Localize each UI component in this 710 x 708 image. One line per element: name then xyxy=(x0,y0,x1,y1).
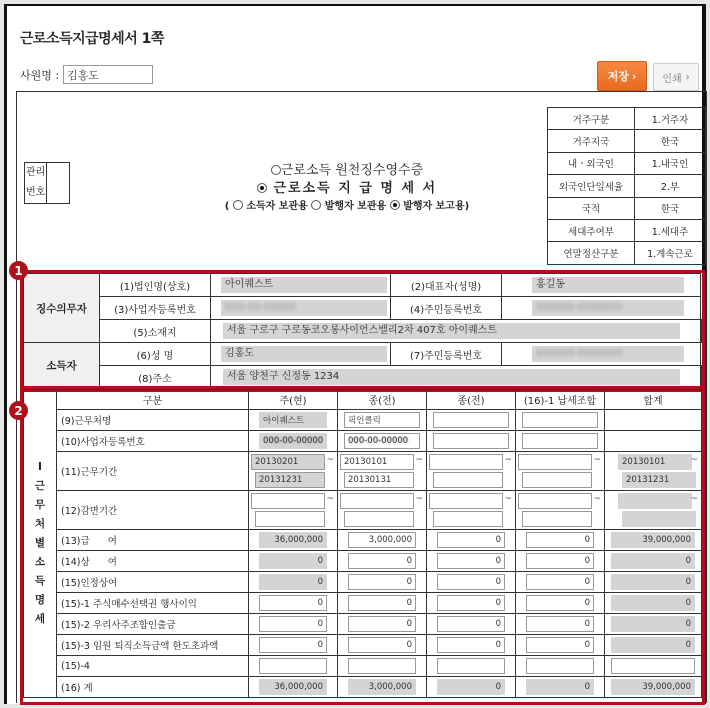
row-label: (15)-4 xyxy=(57,656,249,677)
management-number-box xyxy=(24,162,70,204)
vertical-char: I xyxy=(38,461,42,473)
subtotal-total xyxy=(611,679,695,695)
table-row xyxy=(24,452,702,491)
vertical-section-label xyxy=(24,390,57,698)
exec-retirement-excess-current[interactable] xyxy=(259,637,327,653)
item-15-4-tax-union[interactable] xyxy=(526,658,594,674)
employee-label: 사원명 : xyxy=(20,68,60,82)
corp-name-label: (1)법인명(상호) xyxy=(100,274,211,297)
radio-issuer-report-copy[interactable] xyxy=(390,200,400,210)
period-current-from xyxy=(251,454,325,470)
period-prev2-from[interactable] xyxy=(429,454,503,470)
stock-option-prev-1[interactable] xyxy=(348,595,416,611)
tilde: ~ xyxy=(504,455,512,465)
tilde: ~ xyxy=(593,455,601,465)
salary-prev-1[interactable] xyxy=(348,532,416,548)
stock-option-total xyxy=(611,595,695,611)
corp-name-field: 아이퀘스트 xyxy=(221,277,387,293)
table-row xyxy=(24,530,702,551)
stock-option-current[interactable] xyxy=(259,595,327,611)
bonus-current xyxy=(259,553,327,569)
esop-withdrawal-prev-1[interactable] xyxy=(348,616,416,632)
business-number-label: (3)사업자등록번호 xyxy=(100,297,211,320)
radio-earner-copy[interactable] xyxy=(233,200,243,210)
vertical-char: 세 xyxy=(34,613,46,625)
receipt-option[interactable] xyxy=(187,159,507,178)
tilde: ~ xyxy=(690,455,698,465)
table-row xyxy=(24,656,702,677)
row-label: (15)-3 임원 퇴직소득금액 한도초과액 xyxy=(57,635,249,656)
statement-title: 근로소득 지 급 명 세 서 xyxy=(273,181,438,196)
info-key: 국적 xyxy=(548,197,635,219)
row-label: (11)근무기간 xyxy=(57,452,249,491)
workplace-current xyxy=(259,412,327,428)
row-label: (15)-1 주식매수선택권 행사이익 xyxy=(57,593,249,614)
earner-name-label: (6)성 명 xyxy=(100,343,211,366)
bizno-prev-2[interactable] xyxy=(433,433,509,449)
mgmt-label-line2: 번호 xyxy=(26,187,46,198)
tilde: ~ xyxy=(504,494,512,504)
bonus-prev-2[interactable] xyxy=(437,553,505,569)
radio-statement[interactable] xyxy=(257,183,267,193)
row-label: (15)인정상여 xyxy=(57,572,249,593)
deemed-bonus-current xyxy=(259,574,327,590)
info-value: 1.계속근로 xyxy=(635,242,706,264)
exec-retirement-excess-prev-2[interactable] xyxy=(437,637,505,653)
workplace-prev-2[interactable] xyxy=(433,412,509,428)
management-number-value[interactable] xyxy=(47,163,69,203)
section-2-badge: 2 xyxy=(9,401,28,420)
exec-retirement-excess-tax-union[interactable] xyxy=(526,637,594,653)
salary-total xyxy=(611,532,695,548)
exec-retirement-excess-total xyxy=(611,637,695,653)
col-header-previous-1: 종(전) xyxy=(338,390,427,410)
print-button[interactable] xyxy=(653,63,699,91)
save-label: 저장 xyxy=(607,70,629,83)
info-row xyxy=(548,175,706,197)
print-label: 인쇄 xyxy=(662,73,682,85)
bonus-tax-union[interactable] xyxy=(526,553,594,569)
row-label: (9)근무처명 xyxy=(57,410,249,431)
period-prev1-to[interactable] xyxy=(344,472,414,488)
period-prev1-from[interactable] xyxy=(340,454,414,470)
bizno-current xyxy=(259,433,327,449)
exec-retirement-excess-prev-1[interactable] xyxy=(348,637,416,653)
workplace-tax-union[interactable] xyxy=(522,412,598,428)
info-key: 연말정산구분 xyxy=(548,242,635,264)
tilde: ~ xyxy=(415,455,423,465)
exempt-current-to[interactable] xyxy=(255,511,325,527)
deemed-bonus-total xyxy=(611,574,695,590)
vertical-char: 득 xyxy=(34,575,46,587)
info-value: 1.거주자 xyxy=(635,108,706,130)
salary-current xyxy=(259,532,327,548)
period-union-from[interactable] xyxy=(518,454,592,470)
copy-options xyxy=(187,197,507,212)
earner-name-field: 김홍도 xyxy=(221,346,387,362)
employee-name-input[interactable] xyxy=(63,65,153,84)
bizno-tax-union[interactable] xyxy=(522,433,598,449)
row-label: (13)급 여 xyxy=(57,530,249,551)
deemed-bonus-prev-1[interactable] xyxy=(348,574,416,590)
info-key: 내ㆍ외국인 xyxy=(548,152,635,174)
table-row xyxy=(24,614,702,635)
esop-withdrawal-current[interactable] xyxy=(259,616,327,632)
exempt-union-to[interactable] xyxy=(522,511,592,527)
deemed-bonus-prev-2[interactable] xyxy=(437,574,505,590)
deemed-bonus-tax-union[interactable] xyxy=(526,574,594,590)
chevron-right-icon: › xyxy=(685,71,690,83)
radio-receipt[interactable] xyxy=(271,165,281,175)
business-number-field: 000-00-00000 xyxy=(221,300,387,316)
bizno-prev-1[interactable] xyxy=(344,433,420,449)
copy-issuer-keep-label: 발행자 보관용 xyxy=(324,201,387,212)
col-header-previous-2: 종(전) xyxy=(427,390,516,410)
item-15-4-prev-2[interactable] xyxy=(437,658,505,674)
vertical-char: 소 xyxy=(34,556,46,568)
col-header-total: 합계 xyxy=(605,390,702,410)
table-row xyxy=(24,593,702,614)
subtotal-tax-union xyxy=(526,679,594,695)
receipt-title: 근로소득 원천징수영수증 xyxy=(280,163,424,178)
statement-form xyxy=(16,91,707,703)
info-value: 한국 xyxy=(635,130,706,152)
tilde: ~ xyxy=(326,494,334,504)
management-number-label xyxy=(25,163,47,203)
period-current-to xyxy=(255,472,325,488)
representative-label: (2)대표자(성명) xyxy=(391,274,502,297)
residency-info-table xyxy=(547,107,706,265)
location-field: 서울 구로구 구로동코오롱사이언스밸리2차 407호 아이퀘스트 xyxy=(223,323,680,339)
section-1-badge: 1 xyxy=(9,261,28,280)
table-row xyxy=(24,551,702,572)
info-value: 1.세대주 xyxy=(635,219,706,241)
info-row xyxy=(548,152,706,174)
copy-issuer-report-label: 발행자 보고용) xyxy=(403,201,470,212)
exempt-current-from[interactable] xyxy=(251,493,325,509)
col-header-category: 구분 xyxy=(57,390,249,410)
exempt-prev1-from[interactable] xyxy=(340,493,414,509)
info-key: 세대주여부 xyxy=(548,219,635,241)
workplace-prev-1[interactable] xyxy=(344,412,420,428)
info-key: 거주구분 xyxy=(548,108,635,130)
stock-option-tax-union[interactable] xyxy=(526,595,594,611)
document-titles xyxy=(187,159,507,212)
page-title: 근로소득지급명세서 1쪽 xyxy=(20,31,164,47)
address-field: 서울 양천구 신정동 1234 xyxy=(223,369,680,385)
tilde: ~ xyxy=(690,494,698,504)
table-row xyxy=(24,491,702,530)
address-label: (8)주소 xyxy=(100,366,211,389)
info-key: 거주지국 xyxy=(548,130,635,152)
table-row xyxy=(24,677,702,698)
info-row xyxy=(548,197,706,219)
earner-rrn-field: 000000-0000000 xyxy=(532,346,684,362)
tilde: ~ xyxy=(415,494,423,504)
row-label: (10)사업자등록번호 xyxy=(57,431,249,452)
table-row xyxy=(24,431,702,452)
stock-option-prev-2[interactable] xyxy=(437,595,505,611)
row-label: (14)상 여 xyxy=(57,551,249,572)
esop-withdrawal-tax-union[interactable] xyxy=(526,616,594,632)
period-total-from xyxy=(618,454,692,470)
exempt-total-to xyxy=(622,511,696,527)
copy-paren: ( xyxy=(224,201,230,212)
radio-issuer-keep-copy[interactable] xyxy=(311,200,321,210)
table-row xyxy=(24,635,702,656)
info-key: 외국인단일세율 xyxy=(548,175,635,197)
exempt-prev2-from[interactable] xyxy=(429,493,503,509)
period-total-to xyxy=(622,472,696,488)
exempt-total-from xyxy=(618,493,692,509)
row-label: (12)감면기간 xyxy=(57,491,249,530)
bonus-prev-1[interactable] xyxy=(348,553,416,569)
info-value: 2.부 xyxy=(635,175,706,197)
employee-row xyxy=(20,65,153,84)
subtotal-current xyxy=(259,679,327,695)
representative-field: 홍길동 xyxy=(532,277,684,293)
table-row xyxy=(24,572,702,593)
vertical-char: 처 xyxy=(34,518,46,530)
vertical-char: 근 xyxy=(34,480,46,492)
corp-rrn-field: 000000-0000000 xyxy=(532,300,684,316)
salary-tax-union[interactable] xyxy=(526,532,594,548)
earner-rrn-label: (7)주민등록번호 xyxy=(391,343,502,366)
info-value: 1.내국인 xyxy=(635,152,706,174)
item-15-4-prev-1[interactable] xyxy=(348,658,416,674)
subtotal-prev-1 xyxy=(348,679,416,695)
tilde: ~ xyxy=(326,455,334,465)
info-row xyxy=(548,242,706,264)
info-row xyxy=(548,108,706,130)
withholder-group-label: 징수의무자 xyxy=(24,274,100,343)
item-15-4-total[interactable] xyxy=(611,658,695,674)
period-union-to[interactable] xyxy=(522,472,592,488)
col-header-tax-union: (16)-1 납세조합 xyxy=(516,390,605,410)
col-header-current: 주(현) xyxy=(249,390,338,410)
section-workplace-income xyxy=(20,386,705,705)
chevron-right-icon: › xyxy=(631,69,637,83)
info-value: 한국 xyxy=(635,197,706,219)
exempt-prev2-to[interactable] xyxy=(433,511,503,527)
copy-earner-label: 소득자 보관용 xyxy=(246,201,308,212)
corp-rrn-label: (4)주민등록번호 xyxy=(391,297,502,320)
exempt-union-from[interactable] xyxy=(518,493,592,509)
earner-group-label: 소득자 xyxy=(24,343,100,389)
tilde: ~ xyxy=(593,494,601,504)
exempt-prev1-to[interactable] xyxy=(344,511,414,527)
vertical-char: 명 xyxy=(34,594,46,606)
save-button[interactable] xyxy=(597,61,647,91)
esop-withdrawal-prev-2[interactable] xyxy=(437,616,505,632)
statement-option[interactable] xyxy=(187,177,507,196)
location-label: (5)소재지 xyxy=(100,320,211,343)
vertical-char: 무 xyxy=(34,499,46,511)
vertical-char: 별 xyxy=(34,537,46,549)
subtotal-prev-2 xyxy=(437,679,505,695)
info-row xyxy=(548,219,706,241)
period-prev2-to[interactable] xyxy=(433,472,503,488)
table-row xyxy=(24,410,702,431)
item-15-4-current[interactable] xyxy=(259,658,327,674)
section-withholder-earner xyxy=(20,270,705,392)
salary-prev-2[interactable] xyxy=(437,532,505,548)
bonus-total xyxy=(611,553,695,569)
row-label: (15)-2 우리사주조합인출금 xyxy=(57,614,249,635)
info-row xyxy=(548,130,706,152)
mgmt-label-line1: 관리 xyxy=(26,167,46,178)
row-label: (16) 계 xyxy=(57,677,249,698)
window xyxy=(4,4,706,704)
esop-withdrawal-total xyxy=(611,616,695,632)
